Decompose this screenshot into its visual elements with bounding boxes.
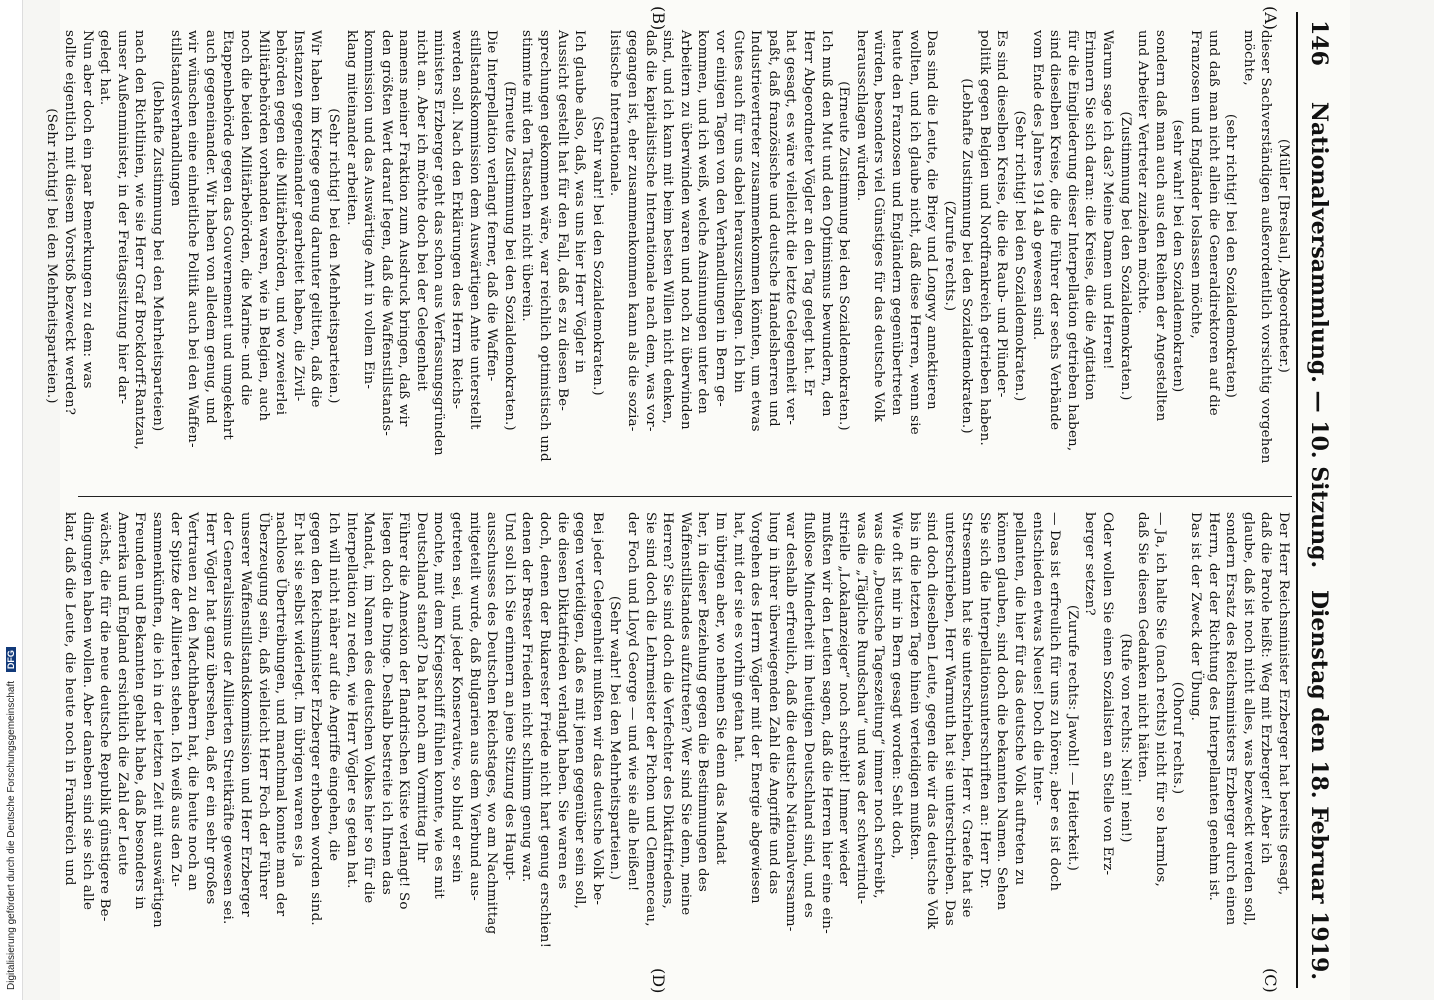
text-line: strielle „Lokalanzeiger“ noch schreibt! Immer wieder	[836, 512, 852, 887]
text-line: (Zustimmung bei den Sozialdemokraten.)	[1117, 111, 1133, 401]
text-line: stillstandsverhandlungen	[167, 30, 183, 207]
left-column	[43, 30, 1292, 482]
session-date: Dienstag den 18. Februar 1919.	[1306, 589, 1332, 980]
text-line: (Sehr wahr! bei den Sozialdemokraten.)	[589, 116, 605, 396]
text-line: ausschusses des Deutschen Reichstages, wo am Nachmittag	[484, 512, 500, 935]
text-line: sind, und ich kann mit beim besten Willen nicht denken,	[660, 30, 676, 424]
text-line: daß die kapitalistische Internationale nach dem, was vor-	[642, 30, 658, 432]
text-line: Mandat, im Namen des deutschen Volkes hier so für die	[361, 512, 377, 904]
text-line: Amerika und England ersichtlich die Zahl der Leute	[114, 512, 130, 876]
text-line: nachlose Übertreibungen, und manchmal konnte man der	[273, 512, 289, 917]
text-line: mußten wir den Leuten sagen, daß die Herren hier eine ein-	[818, 512, 834, 934]
dfg-logo: DFG	[6, 647, 16, 672]
text-line: sondern Ersatz des Reichsministers Erzberger durch einen	[1223, 512, 1239, 926]
text-line: (Zurufe rechts: Jawohl! — Heiterkeit.)	[1064, 604, 1080, 872]
footer-credit: Digitalisierung gefördert durch die Deutsche Forschungsgemeinschaft	[6, 680, 17, 990]
text-line: Militärbehörden vorhanden waren, wie in Belgien, auch	[255, 30, 271, 422]
margin-letter-c: (C)	[1261, 968, 1280, 993]
text-line: berger setzen?	[1082, 512, 1098, 616]
text-line: nicht an. Aber ich möchte doch bei der Gelegenheit	[413, 30, 429, 392]
text-line: paßt, daß französische und deutsche Handelsherren und	[765, 30, 781, 427]
text-line: Führer die Annexion der flandrischen Küste verlangt! So	[396, 512, 412, 910]
text-line: Waffenstillstandes aufzutreten? Wer sind Sie denn, meine	[677, 512, 693, 916]
text-line: Aussicht gestellt hat für den Fall, daß es zu diesen Be-	[554, 30, 570, 411]
text-line: getreten sei, und jeder Konservative, so blind er sein	[449, 512, 465, 883]
text-line: pellanten, die hier für das deutsche Volk auftreten zu	[1012, 512, 1028, 886]
text-line: (Sehr richtig! bei den Sozialdemokraten.)	[1012, 110, 1028, 402]
text-line: Gutes auch für uns dabei herauszuschlagen. Ich bin	[730, 30, 746, 394]
text-line: sprechungen gekommen wäre, war reichlich optimistisch und	[537, 30, 553, 462]
text-line: Ich glaube also, daß, was uns hier Herr Vögler in	[572, 30, 588, 374]
text-line: klar, daß die Leute, die heute noch in Frankreich und	[62, 512, 78, 886]
text-line: stillstandskommission dem Auswärtigen Amte unterstellt	[466, 30, 482, 430]
text-line: (sehr wahr! bei den Sozialdemokraten)	[1170, 119, 1186, 393]
text-line: (lebhafte Zustimmung bei den Mehrheitsparteien)	[150, 80, 165, 432]
text-line: namens meiner Fraktion zum Ausdruck bringen, daß wir	[396, 30, 412, 427]
text-line: Deutschland stand? Da hat noch am Vormittag Ihr	[413, 512, 429, 863]
text-line: (Sehr wahr! bei den Mehrheitsparteien.)	[607, 595, 623, 881]
text-line: Ich muß den Mut und den Optimismus bewundern, den	[818, 30, 834, 417]
text-line: listische Internationale.	[607, 30, 623, 197]
text-line: Herr Vögler hat ganz übersehen, daß er ein sehr großes	[202, 512, 218, 905]
text-line: kommen, und ich weiß, welche Ansinnungen unter den	[695, 30, 711, 415]
text-line: wollten, und ich glaube nicht, daß diese Herren, wenn sie	[906, 30, 922, 435]
text-line: vom Ende des Jahres 1914 ab gewesen sind.	[1029, 30, 1045, 341]
text-line: mochte, mit dem Kriegsschiff fühlen konnte, wie es mit	[431, 512, 447, 899]
text-line: (Ohoruf rechts.)	[1170, 681, 1186, 795]
text-line: Ich will nicht näher auf die Angriffe eingehen, die	[325, 512, 341, 862]
text-line: flußlose Minderheit im heutigen Deutschland sind, und es	[800, 512, 816, 918]
text-line: sind dieselben Kreise, die die Führer der sechs Verbände	[1047, 30, 1063, 431]
text-line: Instanzen gegeneinander gearbeitet haben, die Zivil-	[290, 30, 306, 402]
digitization-footer	[0, 0, 23, 1000]
text-line: (sehr richtig! bei den Sozialdemokraten)	[1223, 113, 1239, 399]
text-line: der Generalissimus der Alliierten Streitkräfte gewesen sei.	[220, 512, 236, 925]
text-line: vor einigen Tagen von den Verhandlungen in Bern ge-	[713, 30, 728, 407]
text-line: möchte,	[1240, 30, 1256, 86]
text-line: dingungen haben wollen. Aber daneben sind sie sich alle	[79, 512, 95, 911]
text-line: was die „Tägliche Rundschau“ und was der schwerindu-	[853, 512, 869, 905]
text-line: politik gegen Belgien und Nordfrankreich getrieben haben.	[976, 30, 992, 446]
margin-letter-d: (D)	[649, 968, 668, 994]
text-line: heute den Franzosen und Engländern gegenübertreten	[888, 30, 904, 416]
text-line: unterschrieben, Herr Warmuth hat sie unterschrieben. Das	[941, 512, 957, 926]
text-line: daß Sie diesen Gedanken nicht hätten.	[1135, 512, 1151, 783]
margin-letter-b: (B)	[649, 6, 668, 31]
text-line: Das ist der Zweck der Übung.	[1188, 512, 1204, 722]
scanned-page	[44, 0, 1350, 1000]
text-line: Herr Abgeordneter Vögler an den Tag gelegt hat. Er	[800, 30, 816, 396]
text-line: Erinnern Sie sich daran: die Kreise, die die Agitation	[1082, 30, 1098, 401]
text-line: Wir haben im Kriege genug darunter gelitten, daß die	[308, 30, 324, 408]
text-line: (Sehr richtig! bei den Mehrheitsparteien.)	[325, 108, 341, 404]
text-line: Freunden und Bekannten gehabt habe, daß besonders in	[132, 512, 148, 910]
text-line: Und soll ich Sie erinnern an jene Sitzung des Haupt-	[501, 512, 517, 881]
text-line: Die Interpellation verlangt ferner, daß die Waffen-	[484, 30, 500, 382]
text-line: Industrievertreter zusammenkommen könnten, um etwas	[748, 30, 764, 432]
text-line: doch, denen der Bukarester Friede nicht hart genug erschien!	[537, 512, 553, 949]
text-line: mitgeteilt wurde, daß Bulgarien aus dem Vierbund aus-	[466, 512, 482, 901]
text-line: Es sind dieselben Kreise, die die Raub- und Plünder-	[994, 30, 1010, 398]
text-line: und Arbeiter Vertreter zuziehen möchte.	[1135, 30, 1151, 314]
text-line: gegen verteidigen, daß es mit jenen gegenüber sein soll,	[572, 512, 588, 910]
text-line: Das sind die Leute, die Briey und Longwy annektieren	[924, 30, 940, 410]
text-line: noch die beiden Militärbehörden, die Marine- und die	[237, 30, 253, 406]
text-line: war deshalb erfreulich, daß die deutsche Nationalversamm-	[783, 512, 799, 932]
text-line: bis in die letzten Tage hinein verteidigen mußten.	[906, 512, 922, 861]
text-line: Stresemann hat sie unterschrieben, Herr v. Graefe hat sie	[959, 512, 975, 918]
text-line: Vorgehen des Herrn Vögler mit der Energie abgewiesen	[748, 512, 764, 904]
text-line: glaube, daß ist noch nicht alles, was bezweckt werden soll,	[1240, 512, 1256, 927]
text-line: (Lebhafte Zustimmung bei den Sozialdemokraten.)	[959, 78, 975, 434]
text-line: dieser Sachverständigen außerordentlich vorsichtig vorgehen	[1258, 30, 1274, 464]
page-number: 146	[1306, 20, 1332, 66]
text-line: Herren? Sie sind doch die Verfechter des Diktatfriedens,	[660, 512, 676, 909]
text-line: Sie sind doch die Lehrmeister der Pichon und Clemenceau,	[642, 512, 658, 927]
text-line: gelegt hat.	[97, 30, 113, 106]
text-line: herausschlagen würden.	[853, 30, 869, 202]
text-line: Der Herr Reichsminister Erzberger hat bereits gesagt,	[1276, 512, 1291, 896]
text-line: Vertrauen zu den Machthabern hat, die heute noch an	[185, 512, 201, 892]
text-line: entschieden etwas Neues! Doch die Inter-	[1029, 512, 1045, 806]
text-line: lung in ihrer überwiegenden Zahl die Angriffe und das	[765, 512, 781, 895]
text-line: auch gegeneinander. Wir haben von alledem genug, und	[202, 30, 218, 424]
rotated-page-content	[44, 0, 1350, 1000]
text-line: klang miteinander arbeiten.	[343, 30, 359, 226]
text-line: (Erneute Zustimmung bei den Sozialdemokraten.)	[501, 81, 517, 431]
text-line: würden, besonders viel Günstiges für das deutsche Volk	[871, 30, 887, 422]
text-line: gegangen ist, eher zusammenkommen kann als die sozia-	[625, 30, 641, 432]
text-line: werden soll. Nach den Erklärungen des Herrn Reichs-	[449, 30, 465, 410]
text-line: — Das ist erfreulich für uns zu hören; aber es ist doch	[1047, 512, 1063, 892]
text-line: Franzosen und Engländer loslassen möchte,	[1188, 30, 1204, 339]
footer-text-wrap	[6, 647, 17, 990]
text-line: (Erneute Zustimmung bei den Sozialdemokraten.)	[836, 81, 852, 431]
text-line: Wie oft ist mir in Bern gesagt worden: Seht doch,	[888, 512, 904, 859]
text-line: — Ja, ich halte Sie (nach rechts) nicht für so harmlos,	[1152, 512, 1168, 887]
text-line: Er hat sie selbst widerlegt. Im übrigen waren es ja	[290, 512, 306, 868]
text-line: Warum sage ich das? Meine Damen und Herren!	[1100, 30, 1116, 370]
text-line: gegen den Reichsminister Erzberger erhoben worden sind.	[308, 512, 324, 926]
text-line: was die „Deutsche Tageszeitung“ immer noch schreibt,	[871, 512, 887, 899]
text-line: Nun aber doch ein paar Bemerkungen zu dem: was	[79, 30, 95, 389]
text-line: können glauben, sind doch die bekannten Namen. Sehen	[994, 512, 1010, 911]
text-line: die diesen Diktatfrieden verlangt haben. Sie waren es	[554, 512, 570, 890]
text-line: unser Außenminister, in der Freitagssitzung hier dar-	[114, 30, 130, 405]
text-line: liegen doch die Dinge. Deshalb bestreite ich Ihnen das	[378, 512, 394, 895]
text-line: (Sehr richtig! bei den Mehrheitsparteien.)	[44, 108, 60, 404]
text-line: der Spitze der Alliierten stehen. Ich weiß aus den Zu-	[167, 512, 183, 888]
text-line: (Zurufe rechts.)	[941, 200, 957, 312]
text-line: der Foch und Lloyd George — und wie sie alle heißen!	[625, 512, 641, 892]
text-line: unserer Waffenstillstandskommission und Herr Erzberger	[237, 512, 253, 917]
text-line: Im übrigen aber, wo nehmen Sie denn das Mandat	[713, 512, 728, 865]
text-line: Herrn, der der Richtung des Interpellanten genehm ist.	[1205, 512, 1221, 902]
text-line: Interpellation zu reden, wie Herr Vögler es getan hat.	[343, 512, 359, 889]
text-line: und daß man nicht allein die Generaldirektoren auf die	[1205, 30, 1221, 416]
text-line: wächst, die für die neue deutsche Republik günstigere Be-	[97, 512, 113, 922]
column-divider	[78, 496, 1292, 497]
text-line: Etappenbehörde gegen das Gouvernement und umgekehrt	[220, 30, 236, 440]
text-line: stimmte mit den Tatsachen nicht überein.	[519, 30, 535, 322]
text-line: Arbeitern zu überwinden waren und noch zu überwinden	[677, 30, 693, 430]
text-line: sammenkünften, die ich in der letzten Zeit mit auswärtigen	[150, 512, 165, 928]
page-title: Nationalversammlung. — 10. Sitzung.	[1306, 101, 1332, 569]
text-line: Überzeugung sein, daß vielleicht Herr Foch der Führer	[255, 512, 271, 900]
page-header	[1302, 20, 1336, 980]
text-line: sind doch dieselben Leute, gegen die wir das deutsche Volk	[924, 512, 940, 930]
text-line: wir wünschen eine einheitliche Politik auch bei den Waffen-	[185, 30, 201, 448]
text-line: den größten Wert darauf legen, daß die Waffenstillstands-	[378, 30, 394, 436]
text-line: hat, mit der sie es vorhin getan hat.	[730, 512, 746, 763]
text-line: (Müller [Breslau], Abgeordneter.)	[1276, 138, 1291, 374]
text-line: behörden gegen die Militärbehörden, und wo zweierlei	[273, 30, 289, 416]
text-line: daß die Parole heißt: Weg mit Erzberger! Aber ich	[1258, 512, 1274, 864]
text-line: ministers Erzberger geht das schon aus Verfassungsgründen	[431, 30, 447, 456]
text-line: Bei jeder Gelegenheit mußten wir das deutsche Volk be-	[589, 512, 605, 906]
text-line: denen der Brester Frieden nicht schlimm genug war.	[519, 512, 535, 883]
text-line: nach den Richtlinien, wie sie Herr Graf Brockdorff-Rantzau,	[132, 30, 148, 450]
text-line: für die Eingliederung dieser Interpellation getrieben haben,	[1064, 30, 1080, 452]
header-rule	[1296, 12, 1298, 988]
margin-letter-a: (A)	[1261, 6, 1280, 31]
text-line: (Rufe von rechts: Nein! nein!)	[1117, 633, 1133, 843]
text-line: sollte eigentlich mit diesem Vorstoß bezweckt werden?	[62, 30, 78, 416]
text-line: Sie sich die Interpellationsunterschriften an: Herr Dr.	[976, 512, 992, 889]
right-column	[60, 512, 1292, 964]
text-line: sondern daß man auch aus den Reihen der Angestellten	[1152, 30, 1168, 422]
text-line: her, in dieser Beziehung gegen die Bestimmungen des	[695, 512, 711, 892]
text-line: Oder wollen Sie einen Sozialisten an Stelle von Erz-	[1100, 512, 1116, 876]
text-line: kommission und das Auswärtige Amt in vollem Ein-	[361, 30, 377, 390]
text-line: hat gesagt, es wäre vielleicht die letzte Gelegenheit ver-	[783, 30, 799, 426]
